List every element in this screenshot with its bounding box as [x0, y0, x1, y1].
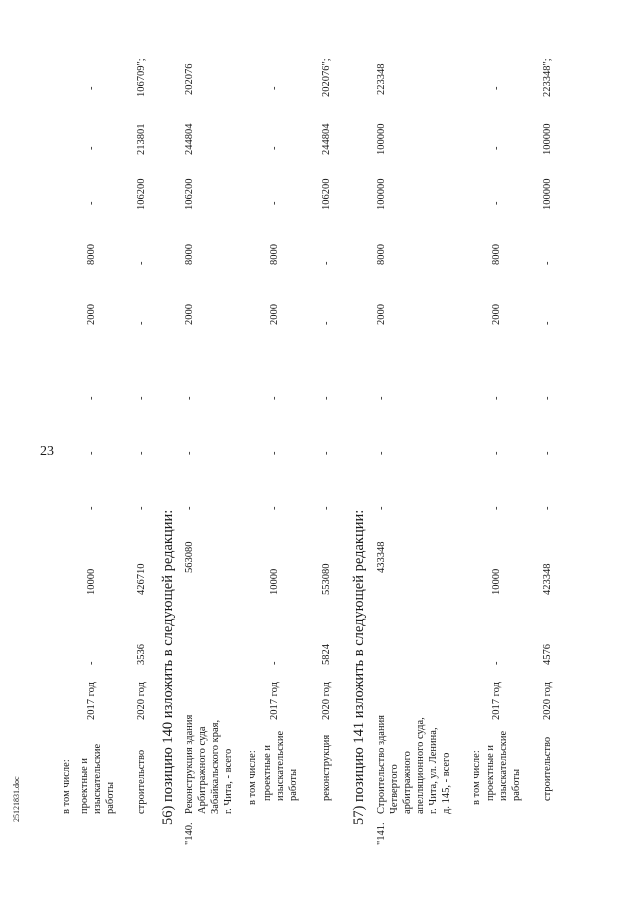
- value-cell: -: [269, 146, 280, 150]
- value-cell: -: [136, 506, 147, 510]
- row-label-line: изыскательские: [275, 730, 286, 801]
- value-cell: -: [376, 451, 387, 455]
- row-label-line: г. Чита, ул. Ленина,: [428, 727, 439, 814]
- value-cell: -: [491, 661, 502, 665]
- position-code: "140.: [184, 822, 195, 845]
- value-cell: -: [321, 451, 332, 455]
- value-cell: -: [491, 86, 502, 90]
- value-cell: 223348";: [542, 58, 553, 97]
- value-cell: 202076: [184, 63, 195, 95]
- value-cell: 100000: [542, 178, 553, 210]
- year-cell: 2020 год: [321, 682, 332, 720]
- value-cell: 100000: [542, 123, 553, 155]
- row-label-line: проектные и: [262, 744, 273, 801]
- value-cell: 106709";: [136, 58, 147, 97]
- value-cell: -: [136, 321, 147, 325]
- value-cell: -: [491, 201, 502, 205]
- value-cell: -: [269, 201, 280, 205]
- total-value: 563080: [184, 541, 195, 573]
- subtotal-label: в том числе:: [247, 750, 258, 805]
- value-cell: -: [86, 506, 97, 510]
- value-cell: -: [491, 506, 502, 510]
- value-cell: 2000: [184, 304, 195, 325]
- value-cell: -: [321, 396, 332, 400]
- value-cell: -: [184, 396, 195, 400]
- value-cell: -: [136, 261, 147, 265]
- value-cell: -: [269, 396, 280, 400]
- position-code: "141.: [376, 822, 387, 845]
- row-label-line: Забайкальского края,: [210, 719, 221, 814]
- row-label-line: арбитражного: [402, 751, 413, 814]
- value-cell: 8000: [269, 244, 280, 265]
- row-label-line: проектные и: [79, 757, 90, 814]
- row-label-line: апелляционного суда,: [415, 717, 426, 814]
- value-cell: 8000: [184, 244, 195, 265]
- value-cell: -: [321, 506, 332, 510]
- value-cell: -: [491, 396, 502, 400]
- value-cell: -: [321, 261, 332, 265]
- value-cell: 10000: [269, 568, 280, 595]
- value-cell: -: [542, 396, 553, 400]
- value-cell: 10000: [491, 568, 502, 595]
- year-cell: 2017 год: [269, 682, 280, 720]
- value-cell: -: [136, 451, 147, 455]
- value-cell: -: [269, 661, 280, 665]
- year-cell: 2020 год: [136, 682, 147, 720]
- year-cell: 2020 год: [542, 682, 553, 720]
- value-cell: 553080: [321, 563, 332, 595]
- value-cell: -: [86, 201, 97, 205]
- value-cell: 100000: [376, 123, 387, 155]
- value-cell: -: [86, 146, 97, 150]
- year-cell: 2017 год: [86, 682, 97, 720]
- value-cell: 8000: [491, 244, 502, 265]
- value-cell: -: [542, 451, 553, 455]
- value-cell: 8000: [376, 244, 387, 265]
- subtotal-label: в том числе:: [471, 750, 482, 805]
- value-cell: 244804: [184, 123, 195, 155]
- value-cell: -: [542, 506, 553, 510]
- row-label-line: изыскательские: [498, 730, 509, 801]
- value-cell: 2000: [376, 304, 387, 325]
- row-label-line: работы: [288, 768, 299, 801]
- section-heading: 57) позицию 141 изложить в следующей редакции:: [351, 509, 367, 825]
- row-label-line: Реконструкция здания: [184, 714, 195, 814]
- value-cell: 223348: [376, 63, 387, 95]
- value-cell: 106200: [184, 178, 195, 210]
- value-cell: -: [321, 321, 332, 325]
- value-cell: -: [269, 451, 280, 455]
- value-cell: 213801: [136, 123, 147, 155]
- row-label-line: проектные и: [485, 744, 496, 801]
- value-cell: 244804: [321, 123, 332, 155]
- value-cell: -: [269, 506, 280, 510]
- value-cell: -: [491, 451, 502, 455]
- value-cell: -: [86, 86, 97, 90]
- page-number: 23: [40, 444, 54, 459]
- value-cell: 10000: [86, 568, 97, 595]
- subtotal-label: в том числе:: [61, 759, 72, 814]
- value-cell: 3536: [136, 644, 147, 665]
- row-label-line: работы: [511, 768, 522, 801]
- value-cell: -: [86, 661, 97, 665]
- footer-doc-id: 25121831.doc: [12, 776, 21, 822]
- value-cell: 100000: [376, 178, 387, 210]
- value-cell: -: [269, 86, 280, 90]
- value-cell: 423348: [542, 563, 553, 595]
- value-cell: 2000: [269, 304, 280, 325]
- value-cell: -: [542, 261, 553, 265]
- row-label-line: работы: [105, 781, 116, 814]
- value-cell: 106200: [321, 178, 332, 210]
- section-heading: 56) позицию 140 изложить в следующей редакции:: [160, 509, 176, 825]
- value-cell: -: [376, 506, 387, 510]
- value-cell: -: [491, 146, 502, 150]
- value-cell: -: [136, 396, 147, 400]
- row-label-line: д. 145, - всего: [441, 752, 452, 814]
- row-label: реконструкция: [321, 734, 332, 801]
- row-label-line: изыскательские: [92, 743, 103, 814]
- row-label: строительство: [136, 749, 147, 814]
- value-cell: 2000: [86, 304, 97, 325]
- value-cell: -: [542, 321, 553, 325]
- row-label: строительство: [542, 736, 553, 801]
- value-cell: -: [86, 396, 97, 400]
- row-label-line: Четвертого: [389, 764, 400, 814]
- value-cell: 4576: [542, 644, 553, 665]
- row-label-line: Строительство здания: [376, 714, 387, 814]
- value-cell: -: [184, 451, 195, 455]
- row-label-line: Арбитражного суда: [197, 726, 208, 814]
- value-cell: -: [184, 506, 195, 510]
- row-label-line: г. Чита, - всего: [223, 748, 234, 814]
- total-value: 433348: [376, 541, 387, 573]
- value-cell: 202076";: [321, 58, 332, 97]
- value-cell: 5824: [321, 644, 332, 665]
- year-cell: 2017 год: [491, 682, 502, 720]
- value-cell: 2000: [491, 304, 502, 325]
- value-cell: -: [86, 451, 97, 455]
- value-cell: -: [376, 396, 387, 400]
- value-cell: 8000: [86, 244, 97, 265]
- value-cell: 426710: [136, 563, 147, 595]
- value-cell: 106200: [136, 178, 147, 210]
